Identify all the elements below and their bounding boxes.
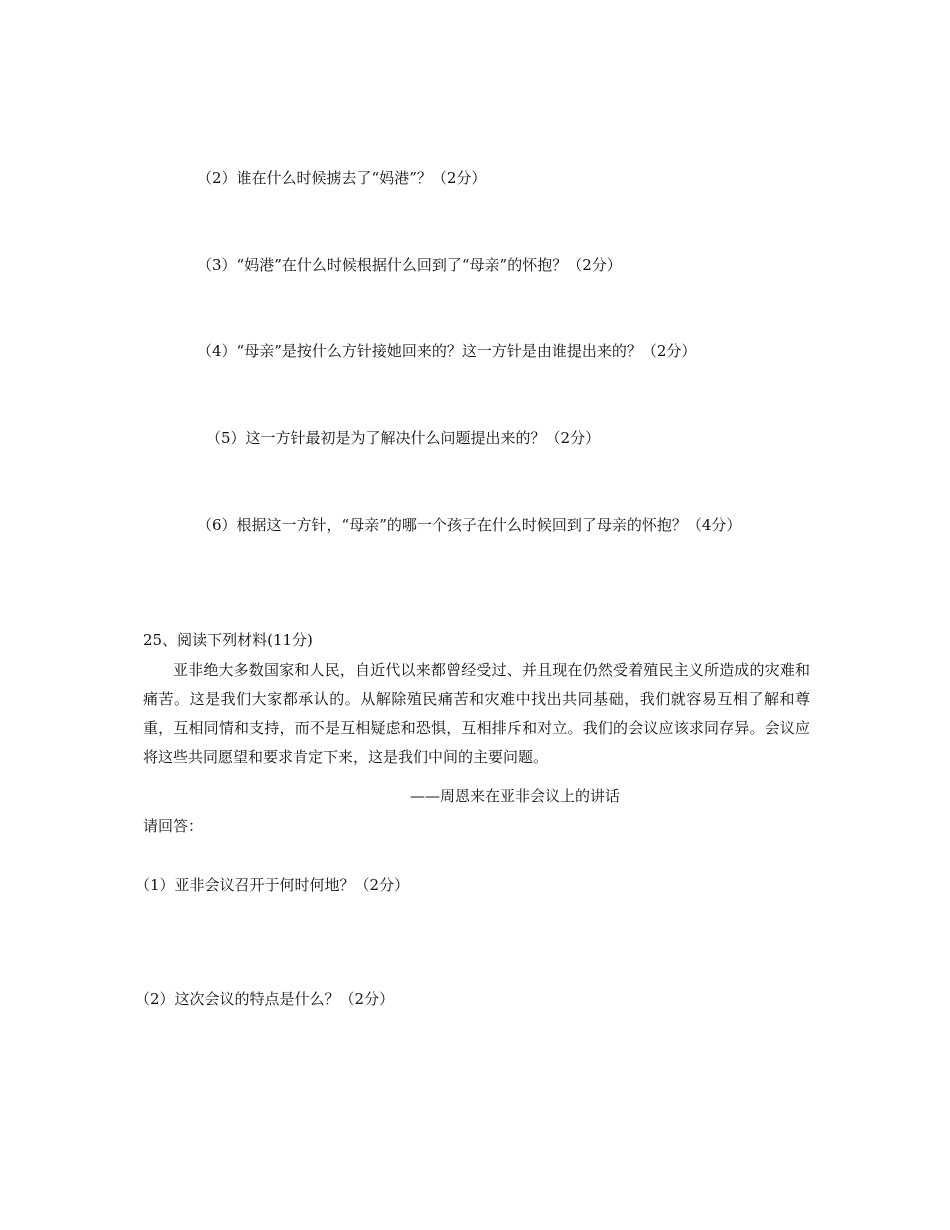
passage-attribution: ——周恩来在亚非会议上的讲话 xyxy=(410,787,621,805)
question-24-2: （2）谁在什么时候掳去了“妈港”？（2分） xyxy=(197,169,487,187)
question-25-passage xyxy=(143,656,810,772)
question-25-2: （2）这次会议的特点是什么？（2分） xyxy=(135,990,395,1008)
question-24-5: （5）这一方针最初是为了解决什么问题提出来的？（2分） xyxy=(206,429,601,447)
question-24-4: （4）“母亲”是按什么方针接她回来的？这一方针是由谁提出来的？（2分） xyxy=(197,342,697,360)
question-24-3: （3）“妈港”在什么时候根据什么回到了“母亲”的怀抱？（2分） xyxy=(197,256,622,274)
question-24-6: （6）根据这一方针，“母亲”的哪一个孩子在什么时候回到了母亲的怀抱？（4分） xyxy=(197,516,742,534)
question-25-heading: 25、阅读下列材料(11分) xyxy=(143,631,313,649)
answer-prompt: 请回答： xyxy=(143,817,204,835)
passage-text: 亚非绝大多数国家和人民，自近代以来都曾经受过、并且现在仍然受着殖民主义所造成的灾难和痛苦。这是我们大家都承认的。从解除殖民痛苦和灾难中找出共同基础，我们就容易互相了解和尊重，互相同情和支持，而不是互相疑虑和恐惧，互相排斥和对立。我们的会议应该求同存异。会议应将这些共同愿望和要求肯定下来，这是我们中间的主要问题。 xyxy=(143,661,810,766)
question-25-1: （1）亚非会议召开于何时何地？（2分） xyxy=(135,876,410,894)
